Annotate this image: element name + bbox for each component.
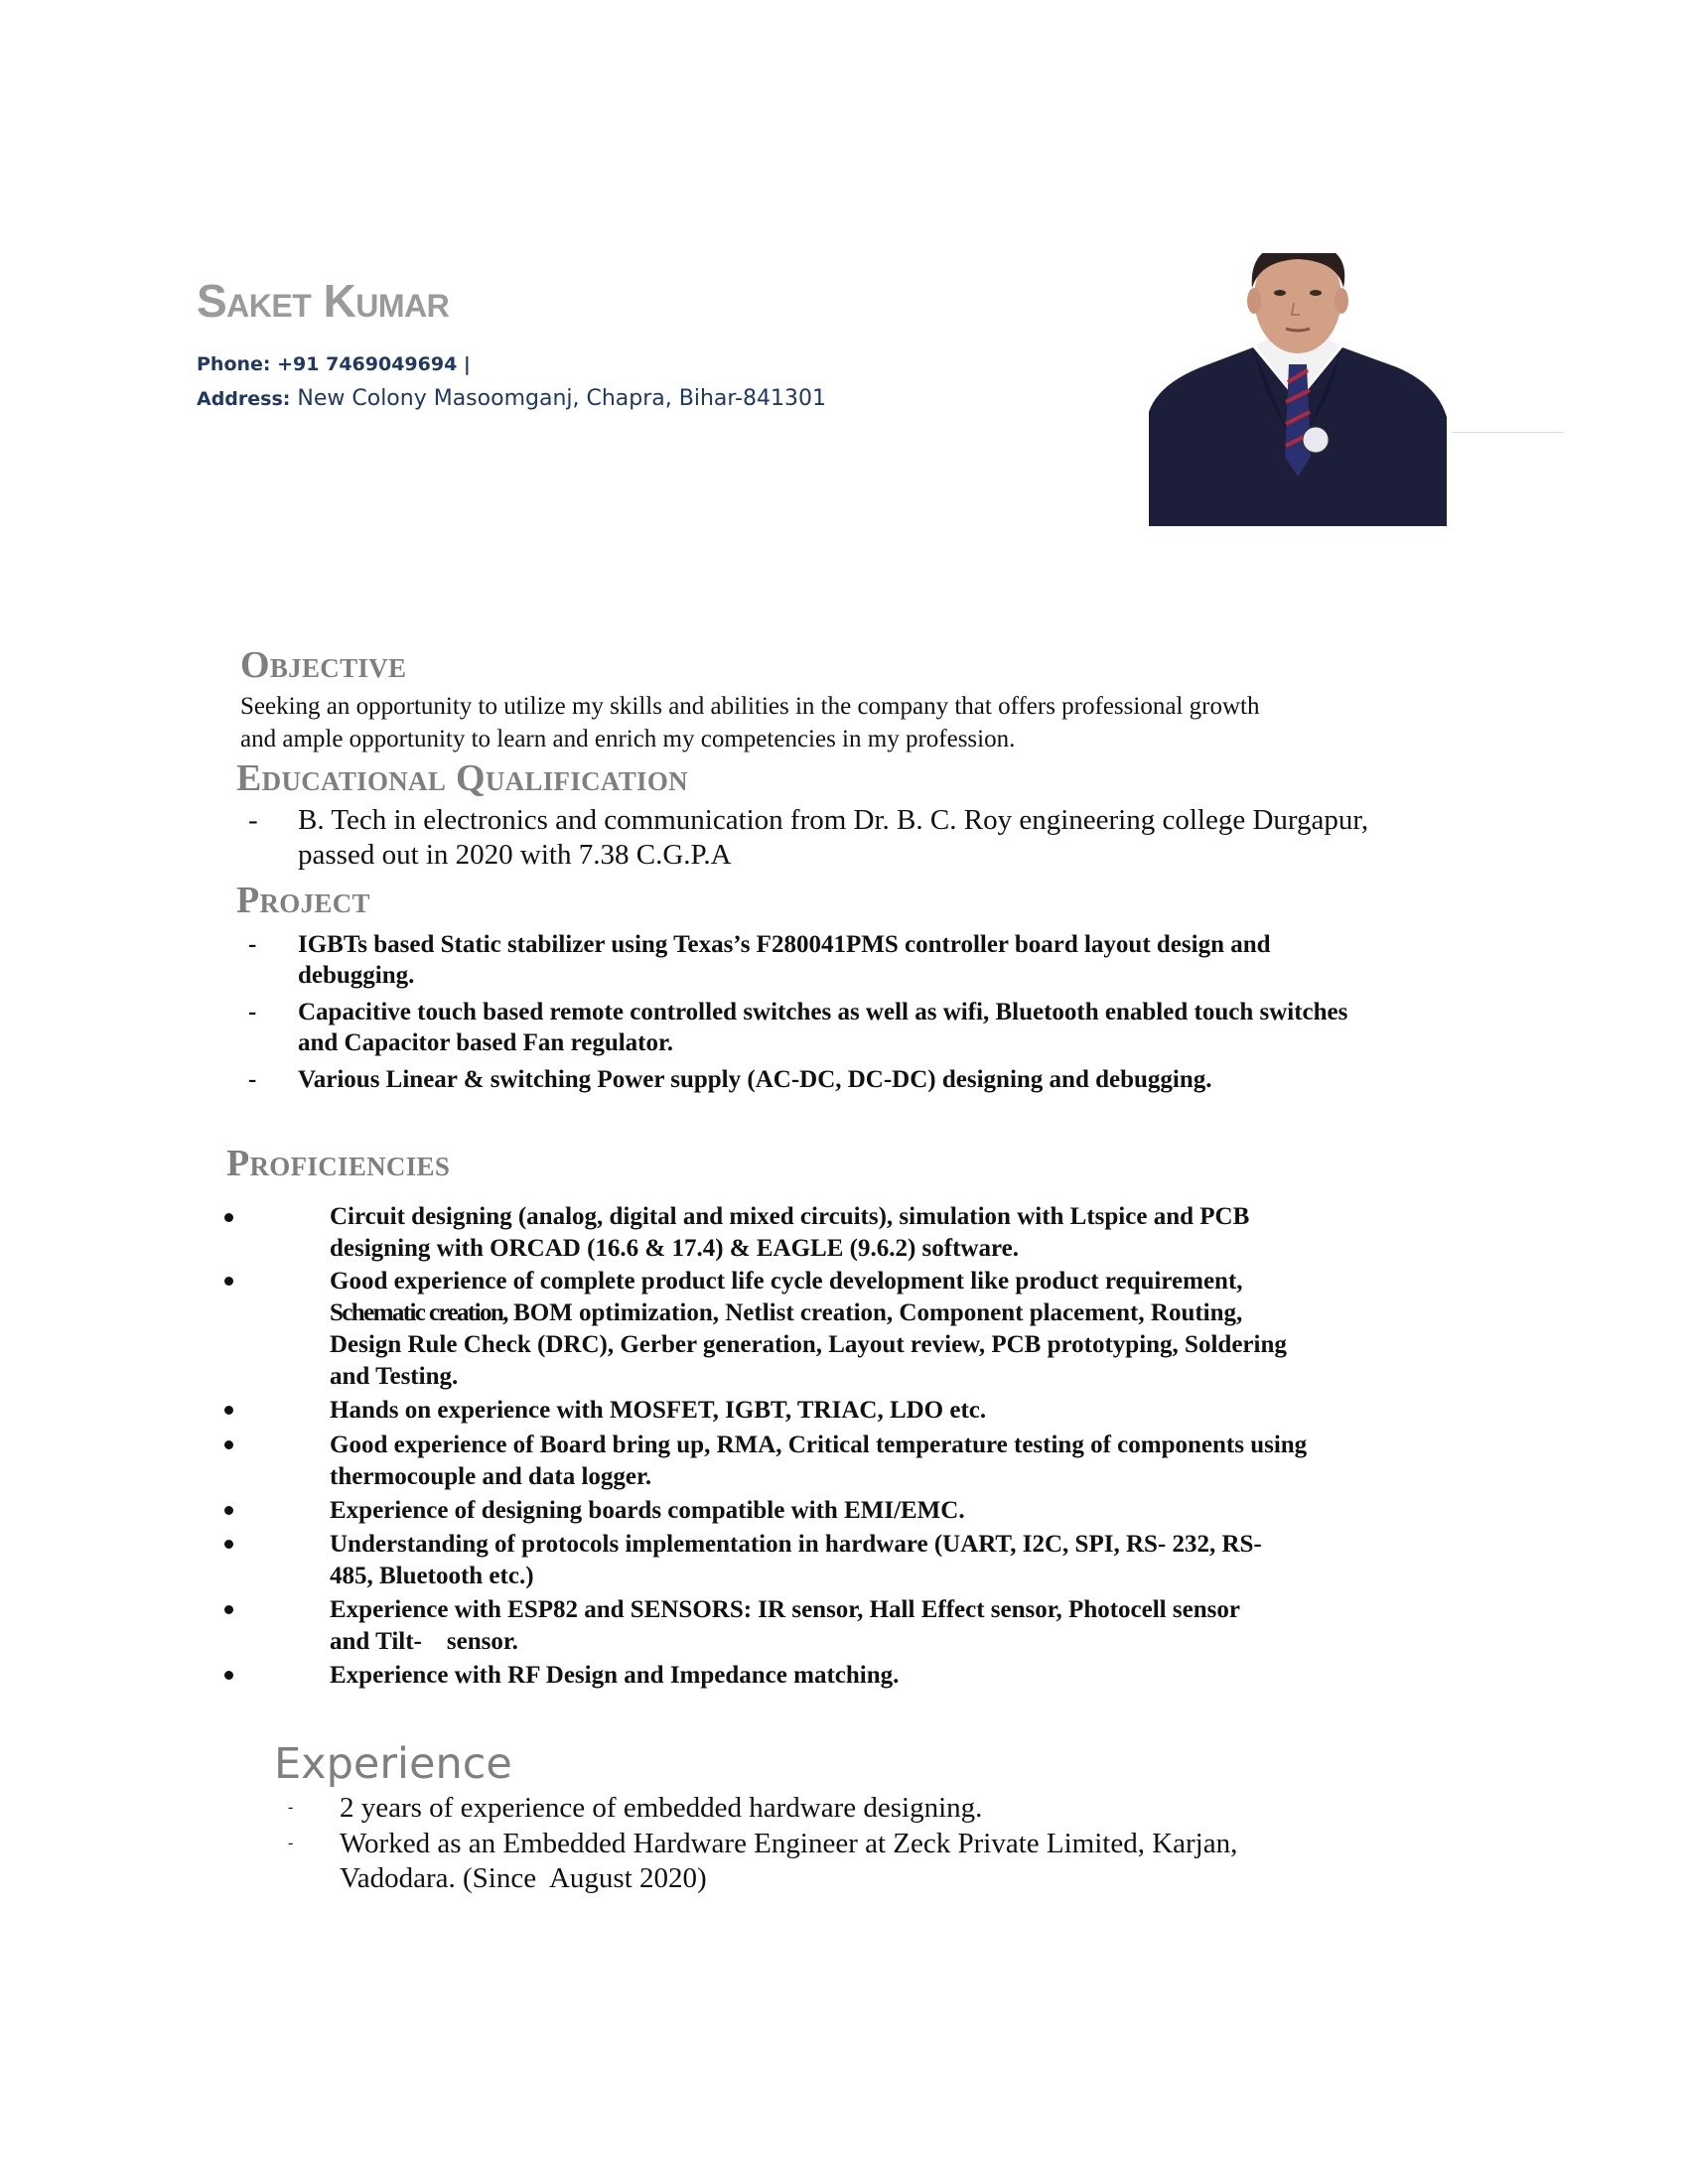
proficiency-2-line-3: Design Rule Check (DRC), Gerber generation, Layout review, PCB prototyping, Soldering [330, 1331, 1287, 1358]
proficiency-2-line-2b: BOM optimization, Netlist creation, Component placement, Routing, [506, 1299, 1243, 1326]
proficiency-1-line-1: Circuit designing (analog, digital and mixed circuits), simulation with Ltspice and PCB [330, 1203, 1250, 1230]
experience-dash-2: - [288, 1835, 294, 1851]
proficiency-2-line-4: and Testing. [330, 1363, 459, 1390]
portrait-icon [1149, 253, 1447, 526]
experience-heading: Experience [274, 1739, 512, 1789]
project-dash-2: - [248, 999, 257, 1025]
bullet-icon [224, 1277, 233, 1286]
bullet-icon [224, 1605, 233, 1614]
address-value: New Colony Masoomganj, Chapra, Bihar-841301 [297, 386, 826, 411]
project-3-line-1: Various Linear & switching Power supply (AC-DC, DC-DC) designing and debugging. [298, 1066, 1212, 1093]
project-dash-1: - [248, 931, 257, 958]
phone-line [197, 353, 471, 375]
phone-value: +91 7469049694 | [277, 353, 471, 375]
photo-divider [1452, 432, 1563, 433]
project-2-line-1: Capacitive touch based remote controlled switches as well as wifi, Bluetooth enabled touch switches [298, 999, 1348, 1025]
proficiency-2-line-2a: Schematic creation, [330, 1299, 507, 1326]
project-dash-3: - [248, 1066, 257, 1093]
bullet-icon [224, 1213, 233, 1222]
proficiency-3-line-1: Hands on experience with MOSFET, IGBT, TRIAC, LDO etc. [330, 1397, 987, 1424]
project-2-line-2: and Capacitor based Fan regulator. [298, 1029, 674, 1056]
education-line-2: passed out in 2020 with 7.38 C.G.P.A [298, 839, 732, 871]
proficiency-2-line-2 [330, 1299, 1242, 1327]
experience-dash-1: - [288, 1799, 294, 1816]
education-heading: Educational Qualification [236, 757, 688, 799]
proficiency-6-line-1: Understanding of protocols implementation in hardware (UART, I2C, SPI, RS- 232, RS- [330, 1531, 1262, 1558]
education-line-1: B. Tech in electronics and communication from Dr. B. C. Roy engineering college Durgapur, [298, 804, 1369, 836]
objective-line-1: Seeking an opportunity to utilize my skills and abilities in the company that offers professional growth [240, 693, 1260, 720]
project-heading: Project [236, 880, 370, 921]
proficiency-7-line-1: Experience with ESP82 and SENSORS: IR sensor, Hall Effect sensor, Photocell sensor [330, 1596, 1240, 1623]
project-1-line-2: debugging. [298, 962, 415, 989]
proficiencies-heading: Proficiencies [226, 1143, 451, 1184]
phone-label: Phone: [197, 353, 271, 375]
proficiency-7-line-2: and Tilt- sensor. [330, 1628, 518, 1655]
proficiency-2-line-1: Good experience of complete product life cycle development like product requirement, [330, 1268, 1243, 1295]
experience-2-line-2: Vadodara. (Since August 2020) [340, 1862, 707, 1894]
proficiency-6-line-2: 485, Bluetooth etc.) [330, 1563, 534, 1589]
proficiency-5-line-1: Experience of designing boards compatible with EMI/EMC. [330, 1497, 965, 1524]
project-1-line-1: IGBTs based Static stabilizer using Texas’s F280041PMS controller board layout design and [298, 931, 1271, 958]
bullet-icon [224, 1406, 233, 1415]
education-dash: - [248, 804, 258, 836]
bullet-icon [224, 1506, 233, 1515]
candidate-name: Saket Kumar [197, 275, 450, 327]
address-line [197, 386, 826, 411]
proficiency-1-line-2: designing with ORCAD (16.6 & 17.4) & EAGLE (9.6.2) software. [330, 1235, 1019, 1262]
proficiency-4-line-2: thermocouple and data logger. [330, 1463, 652, 1490]
portrait-photo [1149, 253, 1447, 526]
address-label: Address: [197, 388, 291, 410]
proficiency-4-line-1: Good experience of Board bring up, RMA, Critical temperature testing of components using [330, 1432, 1308, 1458]
bullet-icon [224, 1440, 233, 1449]
experience-1-line-1: 2 years of experience of embedded hardware designing. [340, 1792, 983, 1824]
bullet-icon [224, 1540, 233, 1549]
experience-2-line-1: Worked as an Embedded Hardware Engineer at Zeck Private Limited, Karjan, [340, 1828, 1238, 1859]
objective-line-2: and ample opportunity to learn and enrich my competencies in my profession. [240, 726, 1016, 752]
bullet-icon [224, 1671, 233, 1680]
proficiency-8-line-1: Experience with RF Design and Impedance matching. [330, 1662, 900, 1689]
objective-heading: Objective [240, 644, 407, 686]
